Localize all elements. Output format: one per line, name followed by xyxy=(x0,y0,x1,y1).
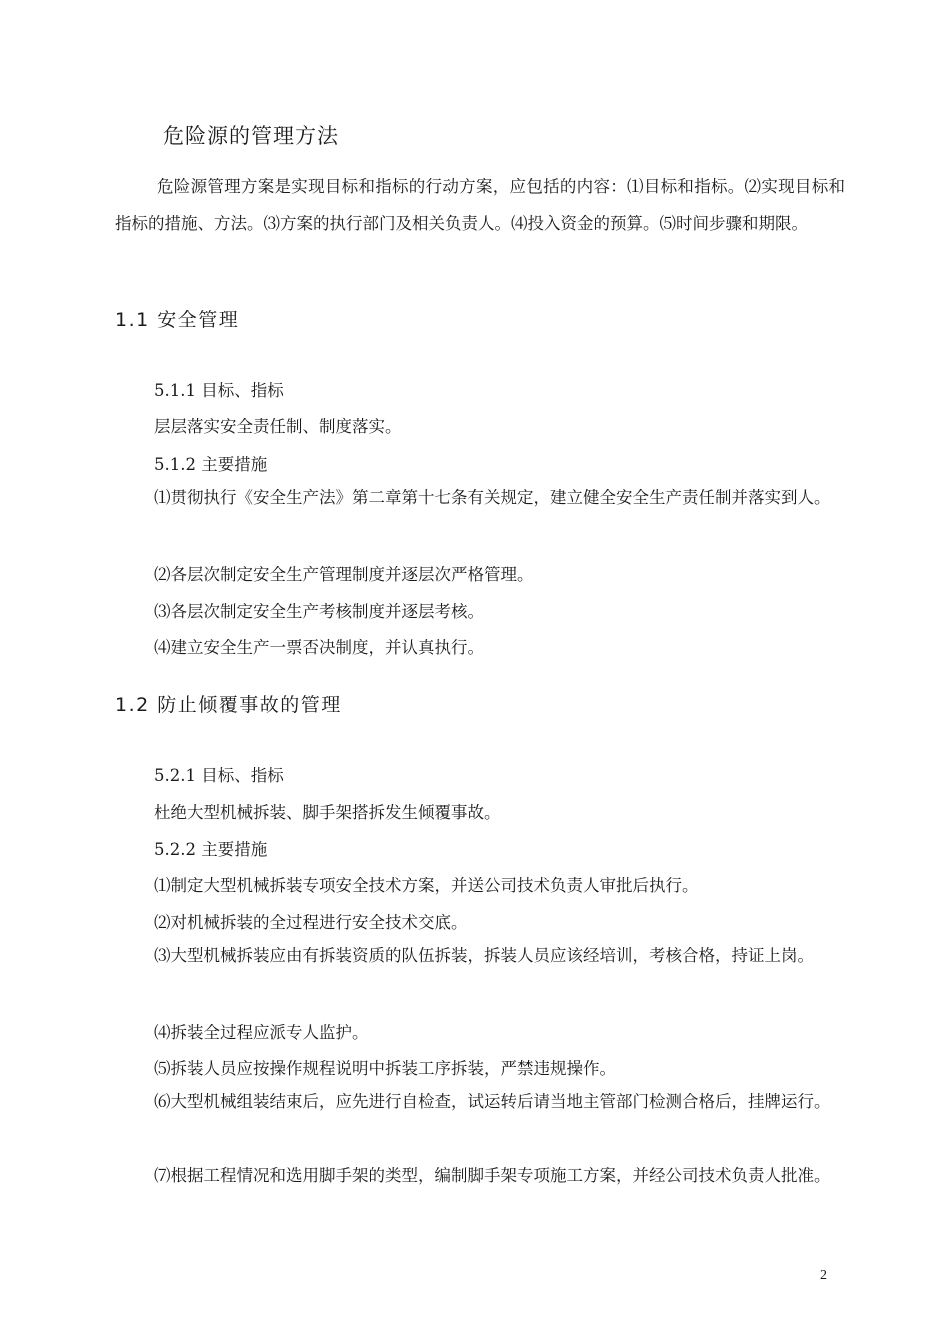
list-item: ⑸拆装人员应按操作规程说明中拆装工序拆装，严禁违规操作。 xyxy=(154,1059,616,1078)
list-item: ⑵各层次制定安全生产管理制度并逐层次严格管理。 xyxy=(154,565,534,584)
subsection-title-5-1-2: 5.1.2 主要措施 xyxy=(154,455,268,474)
section-heading-1-1: 1.1 安全管理 xyxy=(115,309,240,331)
list-item: ⑶各层次制定安全生产考核制度并逐层考核。 xyxy=(154,602,484,621)
subsection-title-5-2-1: 5.2.1 目标、指标 xyxy=(154,766,284,785)
list-item: ⑶大型机械拆装应由有拆装资质的队伍拆装，拆装人员应该经培训，考核合格，持证上岗。 xyxy=(154,946,814,965)
section-heading-1-2: 1.2 防止倾覆事故的管理 xyxy=(115,694,342,716)
list-item: ⑵对机械拆装的全过程进行安全技术交底。 xyxy=(154,913,468,932)
subsection-title-5-2-2: 5.2.2 主要措施 xyxy=(154,840,268,859)
subsection-title-5-1-1: 5.1.1 目标、指标 xyxy=(154,381,284,400)
list-item: ⑷建立安全生产一票否决制度，并认真执行。 xyxy=(154,638,484,657)
list-item: ⑴制定大型机械拆装专项安全技术方案，并送公司技术负责人审批后执行。 xyxy=(154,876,699,895)
page-title: 危险源的管理方法 xyxy=(163,124,339,148)
subsection-text-5-2-1: 杜绝大型机械拆装、脚手架搭拆发生倾覆事故。 xyxy=(154,803,501,822)
page-number: 2 xyxy=(820,1268,827,1283)
list-item: ⑹大型机械组装结束后，应先进行自检查，试运转后请当地主管部门检测合格后，挂牌运行。 xyxy=(154,1092,831,1111)
subsection-text-5-1-1: 层层落实安全责任制、制度落实。 xyxy=(154,417,402,436)
list-item: ⑷拆装全过程应派专人监护。 xyxy=(154,1023,369,1042)
intro-paragraph: 危险源管理方案是实现目标和指标的行动方案，应包括的内容：⑴目标和指标。⑵实现目标和指标的措施、方法。⑶方案的执行部门及相关负责人。⑷投入资金的预算。⑸时间步骤和期限。 xyxy=(115,177,845,233)
list-item: ⑺根据工程情况和选用脚手架的类型，编制脚手架专项施工方案，并经公司技术负责人批准。 xyxy=(154,1166,831,1185)
list-item: ⑴贯彻执行《安全生产法》第二章第十七条有关规定，建立健全安全生产责任制并落实到人。 xyxy=(154,488,831,507)
